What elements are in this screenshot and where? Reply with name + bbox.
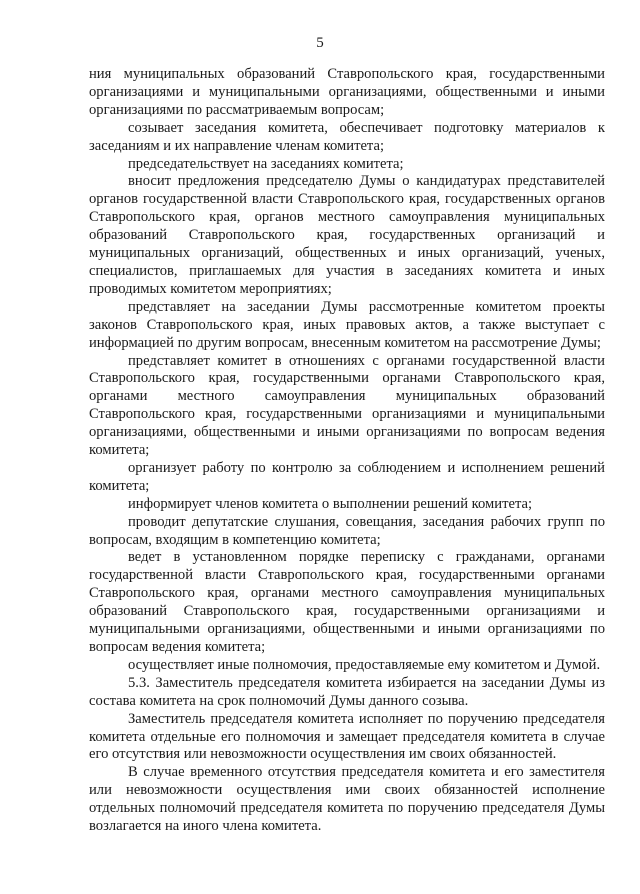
paragraph: Заместитель председателя комитета исполняет по поручению председателя комитета отдельные его полномочия и замещает председателя комитета в случае его отсутствия или невозможности осуществления им своих обязанностей. [89, 710, 605, 763]
document-body [89, 66, 605, 836]
page-number: 5 [316, 35, 324, 51]
section-paragraph: 5.3. Заместитель председателя комитета избирается на заседании Думы из состава комитета на срок полномочий Думы данного созыва. [89, 674, 605, 709]
paragraph: созывает заседания комитета, обеспечивает подготовку материалов к заседаниям и их направление членам комитета; [89, 119, 605, 154]
paragraph: представляет на заседании Думы рассмотренные комитетом проекты законов Ставропольского края, иных правовых актов, а также выступает с информацией по другим вопросам, внесенным комитетом на рассмотрение Думы; [89, 298, 605, 351]
paragraph: организует работу по контролю за соблюдением и исполнением решений комитета; [89, 459, 605, 494]
paragraph: информирует членов комитета о выполнении решений комитета; [128, 495, 533, 512]
paragraph: В случае временного отсутствия председателя комитета и его заместителя или невозможности осуществления ими своих обязанностей исполнение отдельных полномочий председателя комитета по поручению председателя Думы возлагается на иного члена комитета. [89, 764, 605, 835]
paragraph: председательствует на заседаниях комитета; [128, 155, 404, 172]
paragraph: проводит депутатские слушания, совещания, заседания рабочих групп по вопросам, входящим в компетенцию комитета; [89, 513, 605, 548]
paragraph-continuation: ния муниципальных образований Ставропольского края, государственными организациями и муниципальными организациями, общественными и иными организациями по рассматриваемым вопросам; [89, 66, 605, 118]
paragraph: вносит предложения председателю Думы о кандидатурах представителей органов государственной власти Ставропольского края, государственных органов Ставропольского края, органов местного самоуправления муниципальных образований Ставропольского края, государственных организаций и муниципальных организаций, общественных и иных организаций, ученых, специалистов, приглашаемых для участия в заседаниях комитета и иных проводимых комитетом мероприятиях; [89, 173, 605, 297]
paragraph: ведет в установленном порядке переписку с гражданами, органами государственной власти Ставропольского края, государственными органами Ставропольского края, органами местного самоуправления муниципальных образований Ставропольского края, государственными организациями и муниципальными организациями, общественными и иными организациями по вопросам ведения комитета; [89, 549, 605, 655]
paragraph: представляет комитет в отношениях с органами государственной власти Ставропольского края, государственными органами Ставропольского края, органами местного самоуправления муниципальных образований Ставропольского края, государственными организациями и муниципальными организациями, общественными и иными организациями по вопросам ведения комитета; [89, 352, 605, 459]
paragraph: осуществляет иные полномочия, предоставляемые ему комитетом и Думой. [128, 656, 601, 673]
